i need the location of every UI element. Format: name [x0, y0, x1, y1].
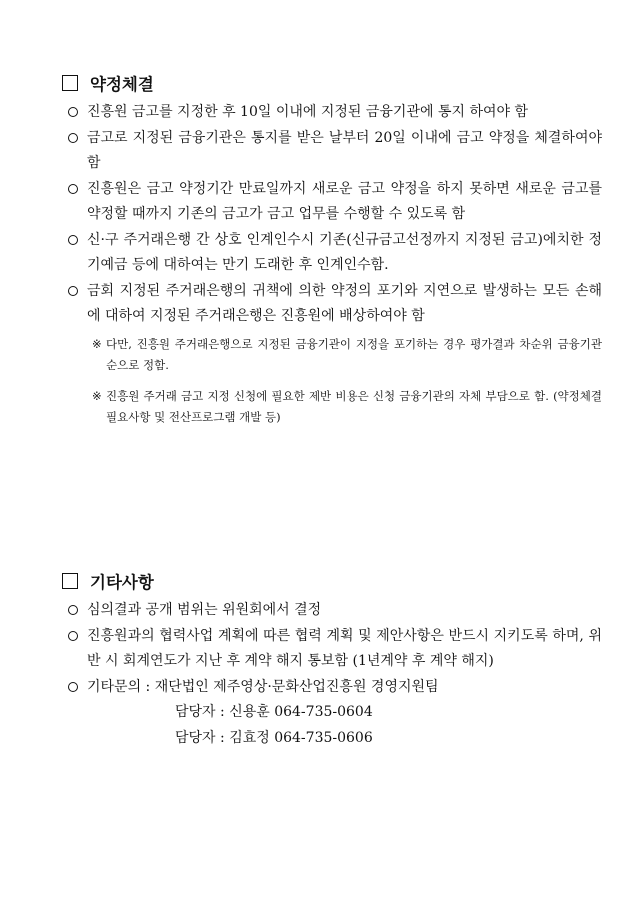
circle-bullet-icon	[68, 235, 78, 245]
circle-bullet-icon	[68, 631, 78, 641]
list-item: 신·구 주거래은행 간 상호 인계인수시 기존(신규금고선정까지 지정된 금고)에치한 정기예금 등에 대하여는 만기 도래한 후 인계인수함.	[62, 228, 602, 279]
list-item: 진흥원은 금고 약정기간 만료일까지 새로운 금고 약정을 하지 못하면 새로운 금고를 약정할 때까지 기존의 금고가 금고 업무를 수행할 수 있도록 함	[62, 177, 602, 228]
circle-bullet-icon	[68, 286, 78, 296]
section-title: 기타사항	[90, 573, 154, 592]
circle-bullet-icon	[68, 605, 78, 615]
checkbox-icon	[62, 573, 78, 589]
section-other	[62, 568, 602, 751]
note-mark: ※	[92, 336, 102, 351]
note-mark: ※	[92, 388, 102, 403]
circle-bullet-icon	[68, 184, 78, 194]
note-item: ※ 진흥원 주거래 금고 지정 신청에 필요한 제반 비용은 신청 금융기관의 자체 부담으로 함. (약정체결 필요사항 및 전산프로그램 개발 등)	[62, 386, 602, 428]
section-header	[62, 568, 602, 594]
section-title: 약정체결	[90, 75, 154, 94]
section-header	[62, 70, 602, 96]
list-item: 심의결과 공개 범위는 위원회에서 결정	[62, 598, 602, 624]
list-item: 금고로 지정된 금융기관은 통지를 받은 날부터 20일 이내에 금고 약정을 체결하여야 함	[62, 126, 602, 177]
list-item: 진흥원과의 협력사업 계획에 따른 협력 계획 및 제안사항은 반드시 지키도록 하며, 위반 시 회계연도가 지난 후 계약 해지 통보함 (1년계약 후 계약 해지)	[62, 624, 602, 675]
list-item: 진흥원 금고를 지정한 후 10일 이내에 지정된 금융기관에 통지 하여야 함	[62, 100, 602, 126]
list-item: 금회 지정된 주거래은행의 귀책에 의한 약정의 포기와 지연으로 발생하는 모든 손해에 대하여 지정된 주거래은행은 진흥원에 배상하여야 함	[62, 279, 602, 330]
contact-person: 담당자 : 김효정 064-735-0606	[175, 729, 373, 746]
checkbox-icon	[62, 75, 78, 91]
contact-label: 기타문의 : 재단법인 제주영상·문화산업진흥원 경영지원팀	[87, 678, 439, 695]
circle-bullet-icon	[68, 682, 78, 692]
section-agreement	[62, 70, 602, 428]
circle-bullet-icon	[68, 133, 78, 143]
note-item: ※ 다만, 진흥원 주거래은행으로 지정된 금융기관이 지정을 포기하는 경우 평가결과 차순위 금융기관 순으로 정함.	[62, 334, 602, 376]
contact-block	[62, 675, 602, 752]
contact-person: 담당자 : 신용훈 064-735-0604	[175, 704, 373, 720]
circle-bullet-icon	[68, 107, 78, 117]
